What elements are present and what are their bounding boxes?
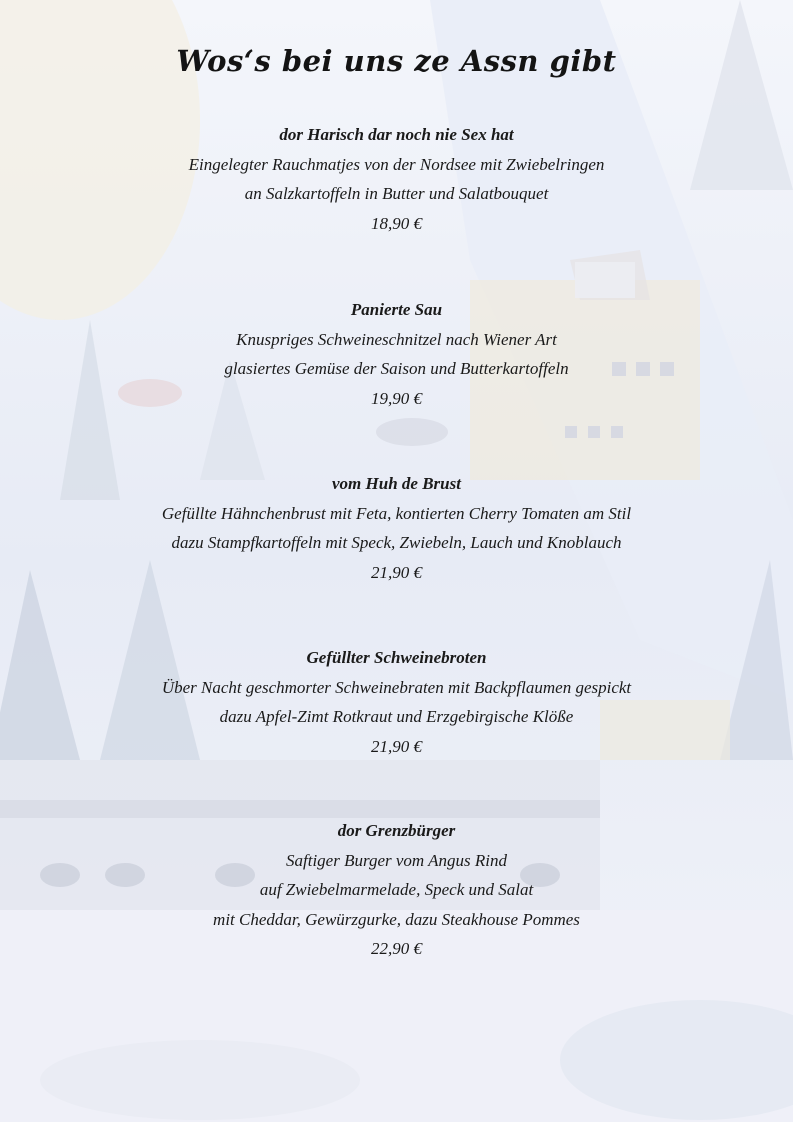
page-title: Wos‘s bei uns ze Assn gibt <box>176 44 617 78</box>
dish-price: 21,90 € <box>371 736 422 756</box>
menu-item <box>0 816 793 964</box>
dish-description-line: Gefüllte Hähnchenbrust mit Feta, kontierten Cherry Tomaten am Stil <box>161 503 632 523</box>
menu-item <box>0 120 793 238</box>
dish-name: Gefüllter Schweinebroten <box>306 648 487 667</box>
dish-description-line: Knuspriges Schweineschnitzel nach Wiener Art <box>236 329 557 349</box>
dish-description-line: Eingelegter Rauchmatjes von der Nordsee mit Zwiebelringen <box>188 154 605 174</box>
dish-description-line: Über Nacht geschmorter Schweinebraten mit Backpflaumen gespickt <box>161 677 632 697</box>
dish-price: 22,90 € <box>371 939 422 958</box>
dish-name: dor Harisch dar noch nie Sex hat <box>279 125 514 144</box>
dish-price: 21,90 € <box>371 562 422 582</box>
dish-price: 18,90 € <box>371 213 422 233</box>
dish-description-line: auf Zwiebelmarmelade, Speck und Salat <box>259 880 534 899</box>
menu-item <box>0 295 793 413</box>
dish-name: vom Huh de Brust <box>332 474 461 493</box>
dish-description-line: glasiertes Gemüse der Saison und Butterkartoffeln <box>224 359 569 378</box>
dish-name: Panierte Sau <box>350 300 443 319</box>
dish-price: 19,90 € <box>371 388 422 408</box>
dish-name: dor Grenzbürger <box>337 821 456 840</box>
menu-item <box>0 643 793 761</box>
menu-item <box>0 469 793 587</box>
dish-description-line: dazu Stampfkartoffeln mit Speck, Zwiebeln, Lauch und Knoblauch <box>171 533 622 552</box>
dish-description-line: dazu Apfel-Zimt Rotkraut und Erzgebirgische Klöße <box>219 707 574 726</box>
dish-description-line: an Salzkartoffeln in Butter und Salatbouquet <box>244 184 549 203</box>
dish-description-line: Saftiger Burger vom Angus Rind <box>286 850 507 870</box>
dish-description-line: mit Cheddar, Gewürzgurke, dazu Steakhouse Pommes <box>213 909 580 929</box>
